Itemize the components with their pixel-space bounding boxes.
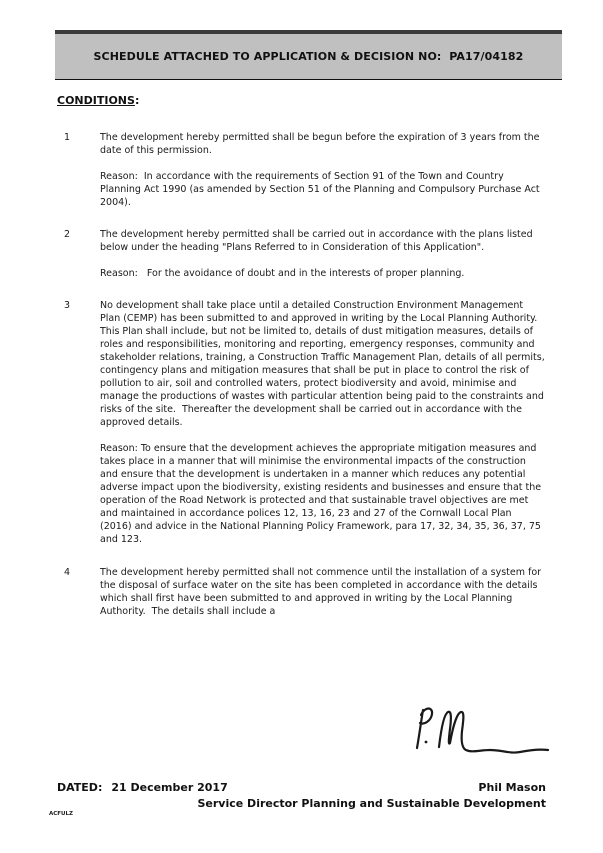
condition-reason: Reason: In accordance with the requirements of Section 91 of the Town and Country Planning Act 1990 (as amended by Section 51 of the Planning and Compulsory Purchase Act 2004). (100, 171, 543, 208)
condition-reason: Reason: To ensure that the development achieves the appropriate mitigation measures and takes place in a manner that will minimise the environmental impacts of the construction and ensure that the development is undertaken in a manner which reduces any potential adverse impact upon the biodiversity, existing residents and businesses and ensure that the operation of the Road Network is protected and that sustainable travel objectives are met and maintained in accordance polices 12, 13, 16, 23 and 27 of the Cornwall Local Plan (2016) and advice in the National Planning Policy Framework, para 17, 32, 34, 35, 36, 37, 75 and 123. (100, 443, 545, 545)
conditions-heading-colon: : (134, 94, 140, 107)
signatory-name: Phil Mason (478, 781, 546, 794)
condition-text: The development hereby permitted shall be begun before the expiration of 3 years from the date of this permission. (100, 132, 543, 156)
dated-value: 21 December 2017 (111, 781, 228, 794)
condition-text: The development hereby permitted shall be carried out in accordance with the plans listed below under the heading "Plans Referred to in Consideration of this Application". (100, 229, 536, 253)
condition-body (100, 566, 545, 618)
condition-item-1 (64, 131, 545, 209)
schedule-header-box (55, 30, 562, 80)
dated-group (57, 781, 228, 794)
signatory-title: Service Director Planning and Sustainable Development (197, 797, 546, 810)
condition-body (100, 299, 548, 546)
conditions-heading-text: CONDITIONS (57, 94, 135, 107)
condition-number: 2 (64, 229, 71, 240)
dated-label: DATED: (57, 781, 103, 794)
schedule-header-title: SCHEDULE ATTACHED TO APPLICATION & DECISION NO: PA17/04182 (93, 50, 524, 63)
signature-icon (402, 702, 562, 770)
condition-number: 1 (64, 132, 71, 143)
conditions-list (64, 131, 548, 637)
condition-text: The development hereby permitted shall not commence until the installation of a system for the disposal of surface water on the site has been completed in accordance with the details which shall first have been submitted to and approved in writing by the Local Planning Authority. The details shall include a (100, 567, 545, 617)
condition-item-2 (64, 228, 545, 280)
condition-body (100, 228, 545, 280)
doc-code: ACFULZ (49, 811, 74, 817)
condition-item-3 (64, 299, 548, 546)
footer-dated-row (57, 781, 546, 794)
condition-item-4 (64, 566, 545, 618)
condition-reason: Reason: For the avoidance of doubt and in the interests of proper planning. (100, 268, 465, 279)
condition-text: No development shall take place until a detailed Construction Environment Management Plan (CEMP) has been submitted to and approved in writing by the Local Planning Authority. This Plan shall include, but not be limited to, details of dust mitigation measures, details of roles and responsibilities, monitoring and reporting, emergency responses, community and stakeholder relations, training, a Construction Traffic Management Plan, details of all permits, contingency plans and mitigation measures that shall be put in place to control the risk of pollution to air, soil and controlled waters, protect biodiversity and avoid, minimise and manage the productions of wastes with particular attention being paid to the constraints and risks of the site. Thereafter the development shall be carried out in accordance with the approved details. (100, 300, 548, 428)
condition-number: 4 (64, 567, 71, 578)
condition-body (100, 131, 545, 209)
condition-number: 3 (64, 300, 71, 311)
conditions-heading (57, 94, 139, 107)
